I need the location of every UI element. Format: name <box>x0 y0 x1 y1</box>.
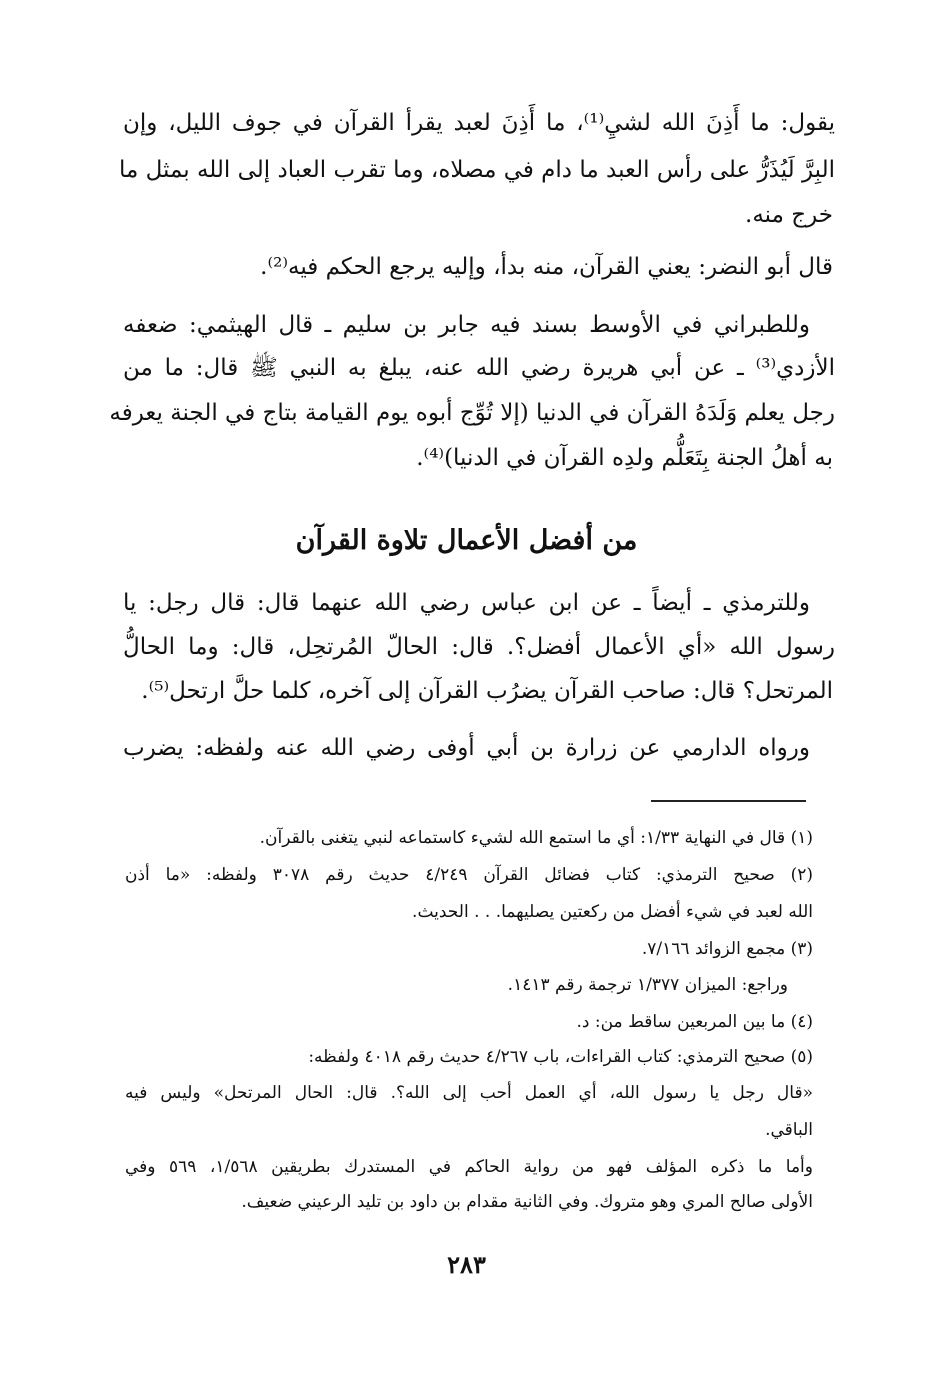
footnote-4: (٤) ما بين المربعين ساقط من: د. <box>576 1012 813 1032</box>
footnote-2: (٢) صحيح الترمذي: كتاب فضائل القرآن ٤/٢٤٩ حديث رقم ٣٠٧٨ ولفظه: «ما أذن <box>125 865 813 885</box>
body-line: رجل يعلم وَلَدَهُ القرآن في الدنيا (إلا تُوِّج أبوه يوم القيامة بتاج في الجنة يعرفه <box>109 400 835 426</box>
body-line: المرتحل؟ قال: صاحب القرآن يضرُب القرآن إلى آخره، كلما حلَّ ارتحل⁽⁵⁾. <box>141 678 833 704</box>
body-line: ورواه الدارمي عن زرارة بن أبي أوفى رضي الله عنه ولفظه: يضرب <box>123 735 810 761</box>
body-line: وللترمذي ـ أيضاً ـ عن ابن عباس رضي الله عنهما قال: قال رجل: يا <box>123 590 810 616</box>
body-line: البِرَّ لَيُذَرُّ على رأس العبد ما دام في مصلاه، وما تقرب العباد إلى الله بمثل ما <box>118 157 835 183</box>
body-line: الأزدي⁽³⁾ ـ عن أبي هريرة رضي الله عنه، يبلغ به النبي ﷺ قال: ما من <box>123 355 835 381</box>
section-heading: من أفضل الأعمال تلاوة القرآن <box>295 525 638 556</box>
body-line: رسول الله «أي الأعمال أفضل؟. قال: الحالّ المُرتحِل، قال: وما الحالُّ <box>123 634 835 660</box>
body-line: يقول: ما أَذِنَ الله لشيِ⁽¹⁾، ما أَذِنَ لعبد يقرأ القرآن في جوف الليل، وإن <box>123 110 835 136</box>
footnote-5-cont: الأولى صالح المري وهو متروك. وفي الثانية مقدام بن داود بن تليد الرعيني ضعيف. <box>241 1192 813 1212</box>
body-line: خرج منه. <box>745 202 833 228</box>
footnote-5: (٥) صحيح الترمذي: كتاب القراءات، باب ٤/٢٦٧ حديث رقم ٤٠١٨ ولفظه: <box>308 1047 813 1067</box>
body-line: وللطبراني في الأوسط بسند فيه جابر بن سليم ـ قال الهيثمي: ضعفه <box>123 312 810 338</box>
footnote-3-cont: وراجع: الميزان ١/٣٧٧ ترجمة رقم ١٤١٣. <box>507 975 788 995</box>
footnote-separator <box>651 800 806 802</box>
page-number: ٢٨٣ <box>447 1250 486 1279</box>
footnote-5-cont: «قال رجل يا رسول الله، أي العمل أحب إلى الله؟. قال: الحال المرتحل» وليس فيه <box>125 1083 813 1103</box>
footnote-5-cont: وأما ما ذكره المؤلف فهو من رواية الحاكم في المستدرك بطريقين ١/٥٦٨، ٥٦٩ وفي <box>125 1157 813 1177</box>
footnote-5-cont: الباقي. <box>765 1120 813 1140</box>
body-line: به أهلُ الجنة بِتَعَلُّم ولدِه القرآن في الدنيا)⁽⁴⁾. <box>416 445 833 471</box>
footnote-1: (١) قال في النهاية ١/٣٣: أي ما استمع الله لشيء كاستماعه لنبي يتغنى بالقرآن. <box>259 828 813 848</box>
footnote-3: (٣) مجمع الزوائد ٧/١٦٦. <box>641 939 813 959</box>
footnote-2-cont: الله لعبد في شيء أفضل من ركعتين يصليهما. . . الحديث. <box>412 902 813 922</box>
body-line: قال أبو النضر: يعني القرآن، منه بدأ، وإليه يرجع الحكم فيه⁽²⁾. <box>260 254 833 280</box>
